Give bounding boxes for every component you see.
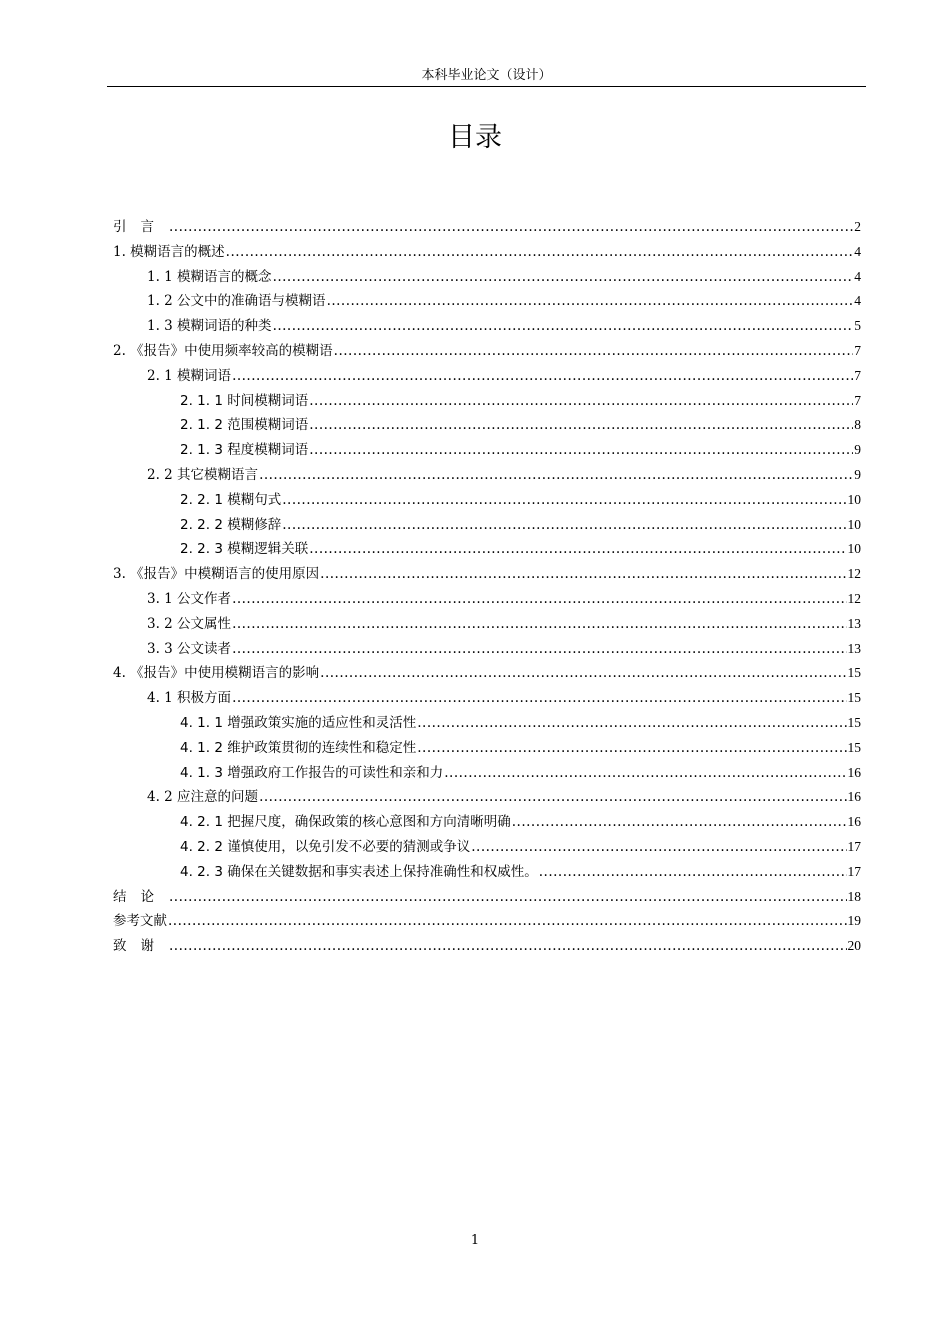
toc-entry[interactable] (113, 339, 861, 364)
toc-dot-leader (444, 761, 846, 786)
toc-entry-page: 17 (847, 838, 861, 854)
toc-dot-leader (232, 637, 846, 662)
toc-entry[interactable] (113, 240, 861, 265)
toc-entry-page: 7 (854, 392, 861, 408)
page-number: 1 (470, 1233, 480, 1248)
toc-dot-leader (309, 389, 853, 414)
toc-entry-label: 2. 1. 2 范围模糊词语 (180, 417, 309, 434)
toc-entry[interactable] (113, 314, 861, 339)
toc-entry-page: 7 (854, 367, 861, 383)
toc-entry[interactable] (113, 364, 861, 389)
toc-entry-page: 16 (847, 764, 861, 780)
toc-entry-label: 2. 1. 3 程度模糊词语 (180, 442, 309, 459)
toc-entry-page: 4 (854, 268, 861, 284)
toc-dot-leader (309, 438, 853, 463)
toc-entry[interactable] (113, 463, 861, 488)
toc-entry-page: 15 (847, 690, 861, 706)
toc-entry-label: 参考文献 (113, 913, 167, 930)
toc-entry-page: 16 (847, 789, 861, 805)
toc-entry[interactable] (113, 885, 861, 910)
toc-dot-leader (226, 240, 854, 265)
toc-dot-leader (169, 934, 847, 959)
toc-dot-leader (334, 339, 854, 364)
toc-entry-label: 2. 1. 1 时间模糊词语 (180, 392, 309, 409)
toc-dot-leader (320, 562, 846, 587)
toc-dot-leader (309, 413, 853, 438)
toc-dot-leader (259, 463, 853, 488)
toc-entry-page: 13 (847, 615, 861, 631)
toc-entry-label: 3. 1 公文作者 (147, 590, 232, 607)
toc-dot-leader (282, 488, 846, 513)
toc-entry-page: 15 (847, 665, 861, 681)
toc-entry[interactable] (113, 785, 861, 810)
toc-dot-leader (232, 686, 846, 711)
toc-entry-label: 4. 2. 3 确保在关键数据和事实表述上保持准确性和权威性。 (180, 863, 538, 880)
toc-entry[interactable] (113, 513, 861, 538)
toc-entry[interactable] (113, 413, 861, 438)
toc-entry-page: 5 (854, 318, 861, 334)
toc-entry-label: 2. 2 其它模糊语言 (147, 466, 259, 483)
toc-entry-label: 1. 1 模糊语言的概念 (147, 268, 272, 285)
toc-entry[interactable] (113, 637, 861, 662)
toc-entry[interactable] (113, 265, 861, 290)
toc-entry-label: 1. 3 模糊词语的种类 (147, 318, 272, 335)
toc-dot-leader (232, 364, 853, 389)
toc-entry-page: 12 (847, 590, 861, 606)
header-text: 本科毕业论文（设计） (421, 68, 552, 83)
toc-dot-leader (417, 711, 846, 736)
toc-entry-page: 4 (854, 293, 861, 309)
toc-entry-label: 结论 (113, 888, 168, 905)
toc-entry[interactable] (113, 488, 861, 513)
toc-entry[interactable] (113, 289, 861, 314)
toc-entry[interactable] (113, 711, 861, 736)
toc-entry-label: 4. 1. 2 维护政策贯彻的连续性和稳定性 (180, 739, 417, 756)
toc-entry[interactable] (113, 587, 861, 612)
toc-dot-leader (539, 860, 847, 885)
toc-entry[interactable] (113, 934, 861, 959)
toc-dot-leader (327, 289, 854, 314)
table-of-contents (113, 215, 861, 959)
toc-dot-leader (169, 885, 847, 910)
toc-entry[interactable] (113, 810, 861, 835)
toc-entry-page: 8 (854, 417, 861, 433)
toc-dot-leader (282, 513, 846, 538)
toc-entry[interactable] (113, 215, 861, 240)
toc-entry-page: 18 (847, 888, 861, 904)
toc-entry-page: 20 (847, 938, 861, 954)
toc-entry-page: 13 (847, 640, 861, 656)
toc-dot-leader (232, 612, 846, 637)
toc-dot-leader (320, 661, 846, 686)
toc-dot-leader (273, 314, 854, 339)
toc-entry-label: 2. 2. 2 模糊修辞 (180, 516, 282, 533)
toc-entry-label: 4. 1. 3 增强政府工作报告的可读性和亲和力 (180, 764, 444, 781)
toc-dot-leader (309, 537, 846, 562)
toc-entry-label: 1. 2 公文中的准确语与模糊语 (147, 293, 326, 310)
toc-entry-label: 3. 3 公文读者 (147, 640, 232, 657)
toc-entry-page: 10 (847, 541, 861, 557)
page-header (107, 68, 866, 87)
toc-entry[interactable] (113, 612, 861, 637)
toc-dot-leader (273, 265, 854, 290)
toc-entry-page: 2 (854, 219, 861, 234)
toc-entry-page: 15 (847, 714, 861, 730)
toc-dot-leader (168, 909, 847, 934)
toc-entry-page: 12 (847, 566, 861, 582)
toc-entry-page: 9 (854, 466, 861, 482)
toc-entry[interactable] (113, 909, 861, 934)
page-title: 目录 (448, 122, 502, 153)
toc-entry-label: 2. 《报告》中使用频率较高的模糊语 (113, 342, 333, 359)
toc-entry-label: 4. 1 积极方面 (147, 690, 232, 707)
toc-entry-page: 7 (854, 342, 861, 358)
toc-entry[interactable] (113, 661, 861, 686)
toc-dot-leader (471, 835, 846, 860)
toc-entry[interactable] (113, 389, 861, 414)
toc-entry-page: 10 (847, 516, 861, 532)
toc-entry[interactable] (113, 686, 861, 711)
toc-entry-page: 4 (854, 243, 861, 259)
toc-entry[interactable] (113, 438, 861, 463)
toc-dot-leader (417, 736, 846, 761)
toc-entry[interactable] (113, 761, 861, 786)
toc-entry-label: 4. 1. 1 增强政策实施的适应性和灵活性 (180, 714, 417, 731)
toc-entry[interactable] (113, 860, 861, 885)
toc-entry-label: 4. 2. 2 谨慎使用，以免引发不必要的猜测或争议 (180, 838, 471, 855)
toc-entry-page: 17 (847, 863, 861, 879)
toc-dot-leader (512, 810, 847, 835)
toc-entry-label: 引言 (113, 219, 168, 235)
toc-entry[interactable] (113, 835, 861, 860)
toc-entry-label: 3. 2 公文属性 (147, 615, 232, 632)
toc-entry-label: 2. 1 模糊词语 (147, 367, 232, 384)
toc-entry[interactable] (113, 736, 861, 761)
toc-dot-leader (232, 587, 846, 612)
toc-dot-leader (169, 215, 853, 240)
toc-entry-page: 16 (847, 814, 861, 830)
toc-entry-page: 9 (854, 442, 861, 458)
toc-entry-label: 2. 2. 1 模糊句式 (180, 491, 282, 508)
toc-entry-label: 2. 2. 3 模糊逻辑关联 (180, 541, 309, 558)
toc-entry-label: 4. 《报告》中使用模糊语言的影响 (113, 665, 320, 682)
toc-entry-label: 致谢 (113, 938, 168, 955)
toc-entry-page: 15 (847, 739, 861, 755)
toc-entry-label: 1. 模糊语言的概述 (113, 243, 225, 260)
toc-entry[interactable] (113, 537, 861, 562)
toc-dot-leader (259, 785, 846, 810)
toc-entry-page: 10 (847, 491, 861, 507)
toc-entry-label: 3. 《报告》中模糊语言的使用原因 (113, 566, 320, 583)
toc-entry-label: 4. 2 应注意的问题 (147, 789, 259, 806)
toc-entry-page: 19 (847, 913, 861, 929)
toc-entry[interactable] (113, 562, 861, 587)
toc-entry-label: 4. 2. 1 把握尺度，确保政策的核心意图和方向清晰明确 (180, 814, 511, 831)
